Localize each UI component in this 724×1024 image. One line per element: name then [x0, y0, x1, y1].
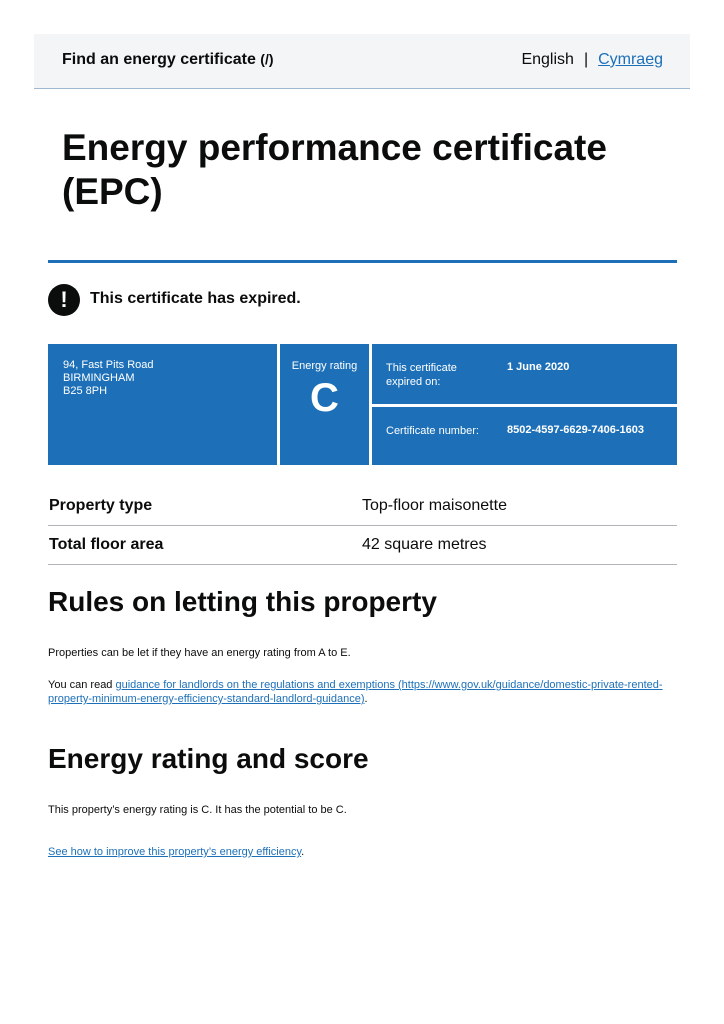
- fact-value: 42 square metres: [362, 536, 487, 553]
- title-divider: [48, 260, 677, 263]
- certificate-number-panel: [372, 407, 677, 465]
- fact-key: Total floor area: [49, 536, 164, 553]
- letting-text-suffix: .: [364, 693, 368, 705]
- certificate-number-value: 8502-4597-6629-7406-1603: [507, 424, 645, 436]
- energy-rating-label: Energy rating: [291, 360, 358, 372]
- expiry-panel: [372, 344, 677, 404]
- fact-value: Top-floor maisonette: [362, 497, 507, 514]
- fact-row-floor-area: [48, 526, 677, 565]
- warning-text: This certificate has expired.: [90, 290, 301, 307]
- improve-paragraph: [48, 845, 678, 859]
- landlord-guidance-link[interactable]: guidance for landlords on the regulations and exemptions (https://www.gov.uk/guidance/domestic-private-rented-property-minimum-energy-efficiency-standard-landlord-guidance): [48, 679, 663, 705]
- letting-paragraph-2: [48, 678, 678, 706]
- property-facts: [48, 487, 677, 565]
- energy-paragraph: This property’s energy rating is C. It has the potential to be C.: [48, 804, 347, 816]
- energy-heading: Energy rating and score: [48, 743, 369, 774]
- address-panel: [48, 344, 277, 465]
- letting-text-prefix: You can read: [48, 679, 116, 691]
- letting-heading: Rules on letting this property: [48, 586, 437, 617]
- lang-separator: |: [583, 51, 589, 68]
- expiry-date: 1 June 2020: [507, 361, 570, 373]
- certificate-summary: [48, 344, 677, 465]
- language-switcher: [521, 51, 663, 69]
- address-line-1: 94, Fast Pits Road: [63, 359, 154, 371]
- fact-key: Property type: [49, 497, 153, 514]
- address-postcode: B25 8PH: [63, 385, 108, 397]
- page-title: Energy performance certificate (EPC): [62, 127, 607, 212]
- lang-english: English: [521, 51, 574, 68]
- energy-rating-panel: [280, 344, 369, 465]
- site-header: [34, 34, 690, 89]
- service-name-text[interactable]: Find an energy certificate: [62, 51, 256, 68]
- fact-row-property-type: [48, 487, 677, 526]
- energy-rating-value: C: [310, 376, 339, 420]
- warning-icon: !: [48, 284, 80, 316]
- certificate-number-label: Certificate number:: [386, 425, 479, 437]
- service-name-link[interactable]: [62, 51, 274, 69]
- service-home-link[interactable]: (/): [260, 51, 274, 67]
- letting-paragraph-1: Properties can be let if they have an energy rating from A to E.: [48, 647, 351, 659]
- address-line-2: BIRMINGHAM: [63, 372, 135, 384]
- expiry-label: This certificate expired on:: [386, 362, 457, 388]
- lang-cymraeg-link[interactable]: Cymraeg: [598, 51, 663, 68]
- improve-efficiency-link[interactable]: See how to improve this property’s energy efficiency: [48, 846, 302, 858]
- improve-link-suffix: .: [301, 846, 305, 858]
